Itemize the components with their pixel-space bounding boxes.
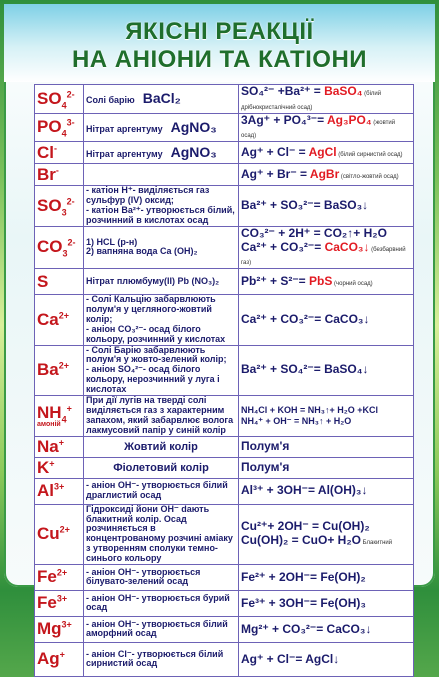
ion-charge: + — [58, 436, 64, 447]
equation-text: Ag⁺ + Br⁻ = — [241, 166, 310, 181]
poster — [4, 4, 435, 669]
ion-cell — [35, 457, 84, 478]
equation-text-2: Ca²⁺ + CO₃²⁻= — [241, 239, 325, 254]
reagent-cell — [84, 590, 239, 616]
reagent-text: - катіон Н⁺- виділяється газ сульфур (IV) оксид; - катіон Ba²⁺- утворюється білий, розчинний в кислотах осад — [86, 185, 235, 225]
reagent-cell — [84, 226, 239, 268]
ion-symbol: Na — [37, 436, 59, 456]
ion-subscript: 4 — [61, 128, 67, 139]
reaction-row — [35, 226, 414, 268]
equation-text: Полум'я — [241, 459, 290, 474]
precipitate-formula: BaSO₄ — [324, 84, 363, 98]
ion-charge: 2+ — [59, 524, 70, 535]
equation-text: Ba²⁺ + SO₃²⁻= BaSO₃↓ — [241, 198, 369, 213]
equation-note: (жовтий осад) — [241, 119, 396, 140]
ion-charge: + — [49, 457, 55, 468]
reagent-cell — [84, 457, 239, 478]
equation-cell — [239, 642, 414, 676]
ion-charge: 3+ — [54, 481, 65, 492]
reaction-row — [35, 269, 414, 295]
precipitate-formula: CaCO₃↓ — [324, 239, 370, 254]
ion-symbol: SO — [37, 88, 62, 108]
ion-charge: + — [66, 403, 72, 414]
reaction-row — [35, 295, 414, 345]
ion-cell — [35, 113, 84, 142]
equation-cell — [239, 564, 414, 590]
equation-text: Ba²⁺ + SO₄²⁻= BaSO₄↓ — [241, 362, 369, 377]
equation-note: (білий сирнистий осад) — [336, 151, 403, 158]
reagent-formula: AgNO₃ — [170, 143, 217, 160]
equation-note: (безбарвний газ) — [241, 246, 406, 267]
equation-text: Fe³⁺ + 3OH⁻= Fe(OH)₃ — [241, 595, 366, 610]
ion-cell — [35, 142, 84, 164]
reagent-text: - аніон OH⁻- утворюється білий драглистий осад — [86, 480, 228, 501]
ion-cell — [35, 269, 84, 295]
reagent-text: - аніон OH⁻- утворюється бурий осад — [86, 592, 230, 613]
reactions-table — [34, 84, 414, 677]
ion-symbol: Ba — [37, 360, 59, 380]
reagent-text: 1) HCL (р-н) — [86, 236, 138, 247]
ion-cell — [35, 85, 84, 114]
ion-charge: 2- — [67, 237, 76, 248]
equation-note: (чорний осад) — [332, 280, 373, 287]
reagent-cell — [84, 113, 239, 142]
poster-title-line1: ЯКІСНІ РЕАКЦІЇ — [125, 18, 314, 45]
reagent-cell — [84, 564, 239, 590]
reagent-text: - аніон OH⁻- утворюється білувато-зелений осад — [86, 566, 201, 587]
equation-text: Pb²⁺ + S²⁻= — [241, 273, 310, 288]
ion-cell — [35, 396, 84, 437]
ion-charge: 3- — [66, 117, 75, 128]
ion-cell — [35, 345, 84, 395]
reagent-text: При дії лугів на тверді солі виділяється газ з характерним запахом, який забарвлює волога лакмусовий папір у синій колір — [86, 395, 234, 435]
ion-subscript: 3 — [61, 207, 67, 218]
equation-cell — [239, 164, 414, 186]
equation-note: (світло-жовтий осад) — [339, 173, 399, 180]
equation-text: Fe²⁺ + 2OH⁻= Fe(OH)₂ — [241, 569, 366, 584]
ion-note: амоній — [37, 421, 61, 429]
ion-charge: 2- — [66, 89, 75, 100]
ion-charge: + — [59, 649, 65, 660]
reaction-row — [35, 478, 414, 504]
ion-cell — [35, 590, 84, 616]
equation-text-2: NH₄⁺ + OH⁻ = NH₃↑ + H₂O — [241, 415, 352, 426]
ion-symbol: Mg — [37, 619, 62, 639]
reagent-cell — [84, 504, 239, 564]
reagent-cell — [84, 269, 239, 295]
equation-text: Mg²⁺ + CO₃²⁻= CaCO₃↓ — [241, 621, 372, 636]
reagent-text: - Солі Барію забарвлюють полум'я у жовто-зелений колір; - аніон SO₄²⁻- осад білого кольору, нерозчинний у луга і кислотах — [86, 344, 227, 395]
equation-cell — [239, 504, 414, 564]
equation-cell — [239, 396, 414, 437]
precipitate-formula: AgCl — [308, 144, 337, 159]
reagent-formula: BaCl₂ — [142, 90, 181, 107]
ion-charge: 2+ — [56, 567, 68, 578]
reagent-text: Нітрат плюмбуму(II) Pb (NO₃)₂ — [86, 275, 220, 286]
reagent-text: Жовтий колір — [124, 440, 198, 453]
equation-text-2: Cu(OH)₂ = CuO+ H₂O — [241, 533, 361, 548]
equation-cell — [239, 85, 414, 114]
equation-note: (білий дрібнокристалічний осад) — [241, 91, 382, 111]
ion-charge: 2- — [66, 196, 75, 207]
reagent-text: - Солі Кальцію забарвлюють полум'я у цегляного-жовтий колір; - аніон CO₃²⁻- осад білого кольору, розчинний у кислотах — [86, 294, 226, 344]
reaction-row — [35, 85, 414, 114]
ion-symbol: Fe — [37, 593, 57, 613]
ion-cell — [35, 564, 84, 590]
ion-charge: 2+ — [58, 310, 69, 321]
ion-cell — [35, 295, 84, 345]
reagent-cell — [84, 616, 239, 642]
reagent-cell — [84, 142, 239, 164]
poster-title-line2: НА АНІОНИ ТА КАТІОНИ — [71, 46, 368, 73]
reaction-row — [35, 396, 414, 437]
ion-cell — [35, 642, 84, 676]
equation-text: SO₄²⁻ +Ba²⁺ = — [241, 84, 325, 98]
equation-text: CO₃²⁻ + 2H⁺ = CO₂↑+ H₂O — [241, 225, 387, 240]
reaction-row — [35, 564, 414, 590]
reaction-row — [35, 164, 414, 186]
reagent-text: Фіолетовий колір — [113, 461, 209, 474]
ion-symbol: CO — [37, 237, 63, 257]
reagent-cell — [84, 164, 239, 186]
equation-text: Ag⁺ + Cl⁻ = — [241, 144, 309, 159]
ion-symbol: K — [37, 457, 50, 477]
ion-symbol: SO — [37, 195, 62, 215]
ion-cell — [35, 164, 84, 186]
reagent-cell — [84, 345, 239, 395]
reaction-row — [35, 457, 414, 478]
equation-text: Ag⁺ + Cl⁻= AgCl↓ — [241, 651, 340, 666]
equation-cell — [239, 436, 414, 457]
ion-cell — [35, 186, 84, 227]
equation-cell — [239, 269, 414, 295]
equation-cell — [239, 186, 414, 227]
reagent-cell — [84, 478, 239, 504]
ion-symbol: Fe — [37, 567, 57, 587]
reagent-formula: 2) вапняна вода Ca (OH)₂ — [86, 246, 198, 257]
reaction-row — [35, 345, 414, 395]
ion-symbol: Br — [37, 164, 56, 184]
precipitate-formula: PbS — [309, 273, 333, 288]
equation-note: Блакитний — [361, 540, 393, 547]
reaction-row — [35, 642, 414, 676]
ion-charge: 3+ — [56, 593, 68, 604]
ion-cell — [35, 478, 84, 504]
equation-cell — [239, 478, 414, 504]
ion-symbol: PO — [37, 117, 62, 137]
equation-cell — [239, 457, 414, 478]
reagent-cell — [84, 396, 239, 437]
reaction-row — [35, 113, 414, 142]
precipitate-formula: AgBr — [309, 166, 340, 181]
reagent-text: - аніон OH⁻- утворюється білий аморфний осад — [86, 618, 228, 639]
reagent-text: Нітрат аргентуму — [86, 123, 163, 134]
equation-text: Al³⁺ + 3OH⁻= Al(OH)₃↓ — [241, 483, 368, 498]
reaction-row — [35, 616, 414, 642]
reagent-cell — [84, 85, 239, 114]
ion-cell — [35, 226, 84, 268]
reaction-row — [35, 186, 414, 227]
equation-cell — [239, 142, 414, 164]
ion-symbol: S — [37, 271, 49, 291]
ion-cell — [35, 504, 84, 564]
ion-subscript: 4 — [61, 414, 67, 425]
ion-subscript: 4 — [61, 100, 67, 111]
equation-cell — [239, 616, 414, 642]
equation-text: Полум'я — [241, 438, 290, 453]
reagent-formula: AgNO₃ — [170, 118, 217, 135]
equation-cell — [239, 295, 414, 345]
reaction-row — [35, 142, 414, 164]
equation-text: Ca²⁺ + CO₃²⁻= CaCO₃↓ — [241, 311, 370, 326]
reagent-cell — [84, 295, 239, 345]
reaction-row — [35, 590, 414, 616]
reagent-cell — [84, 642, 239, 676]
reagent-text: - аніон Cl⁻- утворюється білий сирнистий осад — [86, 648, 224, 669]
reagent-text: Солі барію — [86, 95, 135, 106]
reagent-text: Гідроксиді йони OH⁻ dають блакитний колір. Осад розчиняється в концентрованому розчині аміаку з утворенням сполуки темно-синього кольору — [86, 503, 233, 564]
ion-symbol: Ca — [37, 309, 59, 329]
equation-cell — [239, 113, 414, 142]
ion-symbol: NH — [37, 403, 62, 423]
equation-text: NH₄Cl + KOH = NH₃↑+ H₂O +KCl — [241, 405, 378, 416]
equation-text: 3Ag⁺ + PO₄³⁻= — [241, 112, 327, 127]
equation-text: Cu²⁺+ 2OH⁻ = Cu(OH)₂ — [241, 519, 370, 534]
ion-charge: 3+ — [61, 619, 72, 630]
ion-cell — [35, 616, 84, 642]
ion-symbol: Ag — [37, 649, 60, 669]
equation-cell — [239, 590, 414, 616]
equation-cell — [239, 226, 414, 268]
reaction-row — [35, 436, 414, 457]
reagent-cell — [84, 436, 239, 457]
ion-charge: 2+ — [58, 360, 69, 371]
reaction-row — [35, 504, 414, 564]
ion-cell — [35, 436, 84, 457]
ion-charge: - — [55, 165, 59, 176]
ion-charge: - — [54, 143, 57, 154]
ion-symbol: Cl — [37, 142, 54, 162]
reagent-text: Нітрат аргентуму — [86, 148, 163, 159]
reagent-cell — [84, 186, 239, 227]
equation-cell — [239, 345, 414, 395]
ion-symbol: Al — [37, 481, 54, 501]
precipitate-formula: Ag₃PO₄ — [326, 112, 372, 127]
ion-symbol: Cu — [37, 524, 60, 544]
ion-subscript: 3 — [62, 248, 68, 259]
